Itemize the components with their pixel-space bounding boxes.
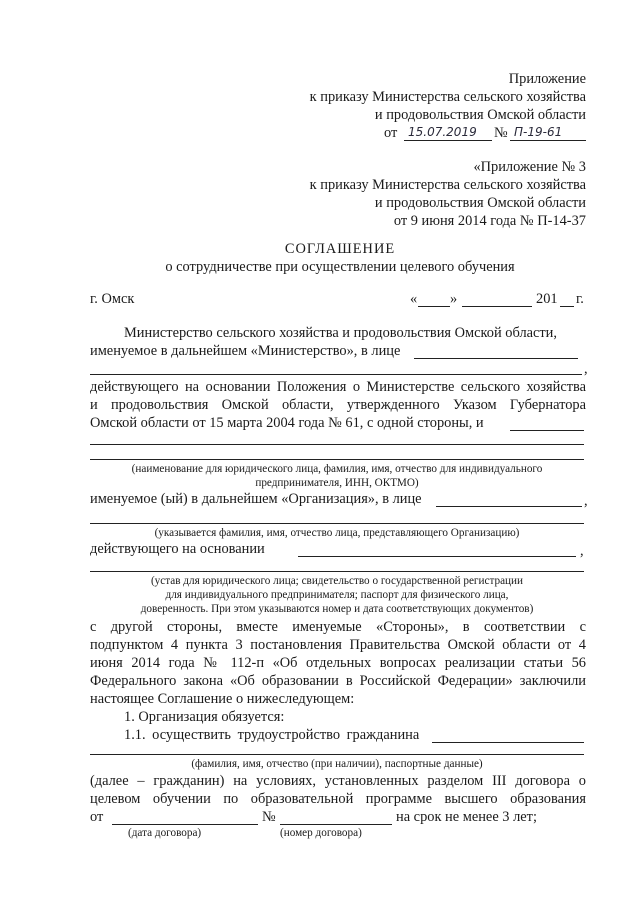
note-representative: (указывается фамилия, имя, отчество лица, представляющего Организацию) (154, 527, 520, 539)
note-citizen: (фамилия, имя, отчество (при наличии), паспортные данные) (191, 758, 483, 770)
paragraph-parties-line2: подпунктом 4 пункта 3 постановления Правительства Омской области от 4 (90, 637, 586, 653)
place-label: г. Омск (90, 291, 135, 307)
paragraph-parties-line1: с другой стороны, вместе именуемые «Стороны», в соответствии с (90, 619, 586, 635)
paragraph-ministry-line2: именуемое в дальнейшем «Министерство», в лице (90, 343, 401, 359)
appendix-ministry-line: и продовольствия Омской области (374, 107, 586, 123)
paragraph-basis-line2: и продовольствия Омской области, утвержденного Указом Губернатора (90, 397, 586, 413)
appendix3-date-line: от 9 июня 2014 года № П-14-37 (393, 213, 586, 229)
year-prefix: 201 (536, 291, 558, 307)
paragraph-organization: именуемое (ый) в дальнейшем «Организация», в лице (90, 491, 422, 507)
appendix3-order-line: к приказу Министерства сельского хозяйства (309, 177, 586, 193)
month-underline (462, 306, 532, 307)
citizen-underline (432, 742, 584, 743)
organization-underline-a (510, 430, 584, 431)
paragraph-parties-line3: июня 2014 года № 112-п «Об отдельных вопросах реализации статьи 56 (90, 655, 586, 671)
note-basis-line2: для индивидуального предпринимателя; паспорт для физического лица, (165, 589, 509, 601)
contract-ot-label: от (90, 809, 104, 825)
appendix3-ministry-line: и продовольствия Омской области (374, 195, 586, 211)
paragraph-employment-line1: (далее – гражданин) на условиях, установленных разделом III договора о (90, 773, 586, 789)
contract-number-sign: № (262, 809, 276, 825)
paragraph-employment-line2: целевом обучении по образовательной программе высшего образования (90, 791, 586, 807)
organization-basis-underline (298, 556, 576, 557)
note-basis-line3: доверенность. При этом указываются номер и дата соответствующих документов) (140, 603, 534, 615)
contract-term: на срок не менее 3 лет; (396, 809, 537, 825)
citizen-underline-2 (90, 754, 584, 755)
organization-basis-underline-2 (90, 571, 584, 572)
year-underline (560, 306, 574, 307)
note-contract-number: (номер договора) (280, 827, 362, 839)
appendix-order-line: к приказу Министерства сельского хозяйства (309, 89, 586, 105)
organization-underline-b (90, 444, 584, 445)
paragraph-basis-line1: действующего на основании Положения о Министерстве сельского хозяйства (90, 379, 586, 395)
date-close-quote: » (450, 291, 458, 307)
appendix3-title: «Приложение № 3 (473, 159, 586, 175)
item-1-1: 1.1. осуществить трудоустройство гражданина (124, 727, 420, 743)
year-suffix: г. (576, 291, 584, 307)
organization-representative-underline (436, 506, 582, 507)
paragraph-basis-line3: Омской области от 15 марта 2004 года № 61, с одной стороны, и (90, 415, 484, 431)
organization-underline-c (90, 459, 584, 460)
contract-date-underline (112, 824, 258, 825)
note-contract-date: (дата договора) (128, 827, 202, 839)
organization-representative-underline-2 (90, 523, 584, 524)
note-organization-line2: предпринимателя, ИНН, ОКТМО) (255, 477, 419, 489)
comma: , (584, 361, 588, 377)
document-subtitle: о сотрудничестве при осуществлении целевого обучения (165, 259, 515, 275)
appendix-date-handwritten: 15.07.2019 (408, 125, 477, 139)
appendix-title: Приложение (508, 71, 586, 87)
note-organization-line1: (наименование для юридического лица, фамилия, имя, отчество для индивидуального (131, 463, 543, 475)
ministry-representative-underline-2 (90, 374, 582, 375)
paragraph-ministry-line1: Министерство сельского хозяйства и продовольствия Омской области, (124, 325, 557, 341)
paragraph-parties-line5: настоящее Соглашение о нижеследующем: (90, 691, 355, 707)
item-1: 1. Организация обязуется: (124, 709, 285, 725)
comma: , (580, 543, 584, 559)
paragraph-parties-line4: Федерального закона «Об образовании в Российской Федерации» заключили (90, 673, 586, 689)
appendix-number-handwritten: П-19-61 (514, 125, 563, 139)
contract-number-underline (280, 824, 392, 825)
date-open-quote: « (410, 291, 418, 307)
day-underline (418, 306, 450, 307)
comma: , (584, 493, 588, 509)
appendix-number-sign: № (494, 125, 508, 141)
document-title: СОГЛАШЕНИЕ (284, 241, 396, 257)
ministry-representative-underline (414, 358, 578, 359)
appendix-ot-label: от (384, 125, 398, 141)
paragraph-basis-organization: действующего на основании (90, 541, 265, 557)
note-basis-line1: (устав для юридического лица; свидетельство о государственной регистрации (150, 575, 524, 587)
